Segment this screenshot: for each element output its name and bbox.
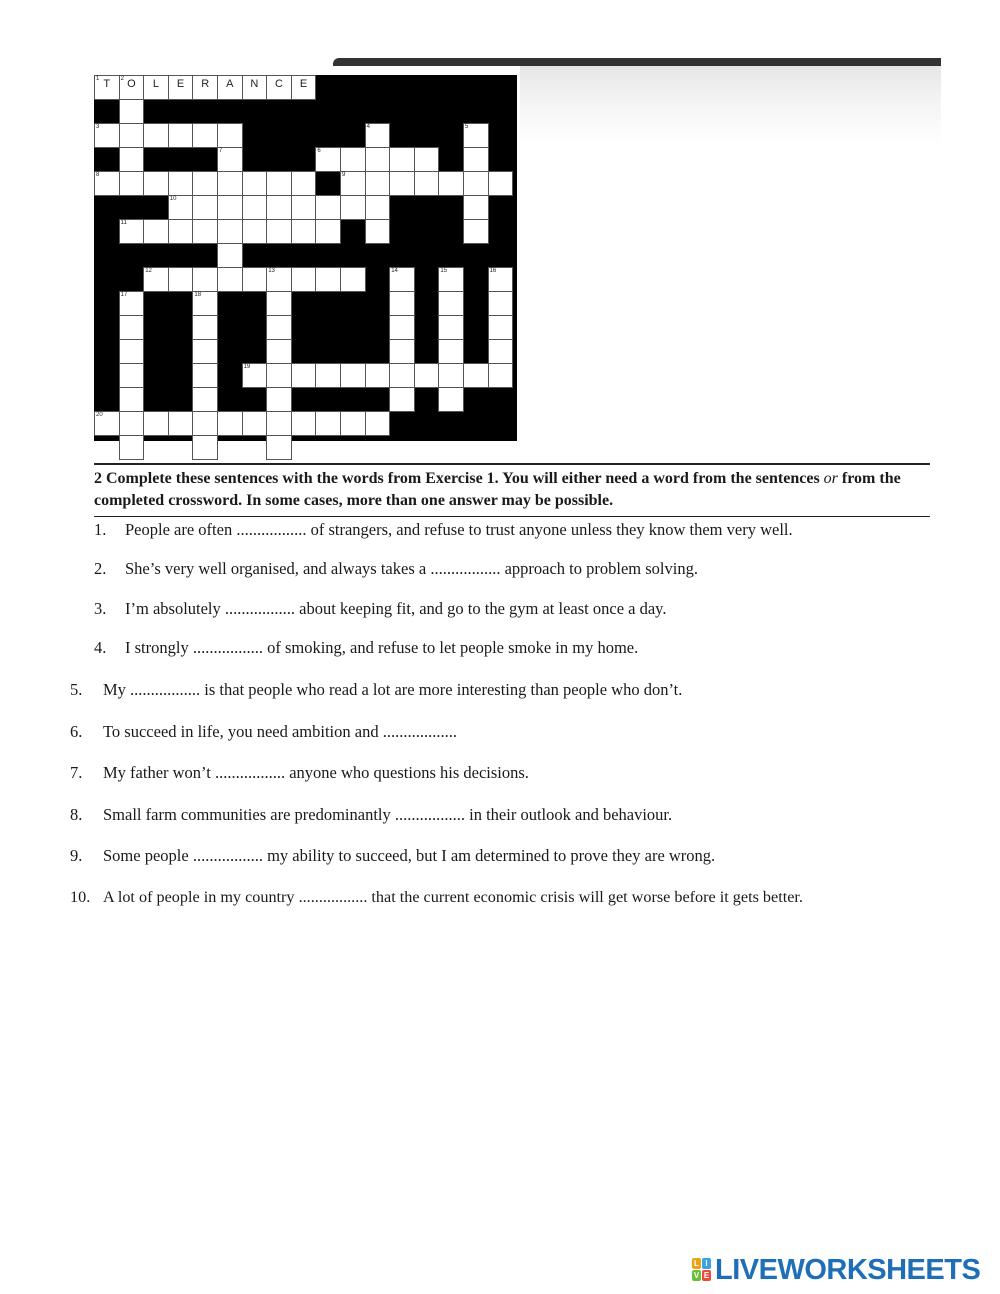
crossword-cell	[266, 387, 292, 412]
crossword-cell	[365, 147, 391, 172]
crossword-cell	[315, 147, 341, 172]
question-text: My ................. is that people who read a lot are more interesting than people who don’t.	[103, 680, 683, 699]
question-text: I’m absolutely ................. about keeping fit, and go to the gym at least once a day.	[125, 599, 667, 618]
crossword-cell	[217, 195, 243, 220]
crossword-cell	[389, 339, 415, 364]
crossword-cell	[438, 315, 464, 340]
question-number: 9.	[70, 846, 83, 865]
crossword-cell	[192, 339, 218, 364]
crossword-cell	[143, 75, 169, 100]
crossword-cell	[389, 171, 415, 196]
crossword-cell	[291, 75, 317, 100]
logo-mark-e: E	[703, 1271, 710, 1280]
crossword-cell	[488, 339, 514, 364]
crossword-cell	[168, 75, 194, 100]
clue-number: 6	[317, 148, 321, 154]
crossword-cell	[192, 75, 218, 100]
crossword-cell	[192, 123, 218, 148]
question-text: A lot of people in my country ................. that the current economic crisis will get worse before it gets better.	[103, 888, 803, 906]
crossword-cell	[192, 435, 218, 460]
crossword-cell	[266, 363, 292, 388]
cell-letter: E	[176, 78, 185, 90]
crossword-cell	[266, 291, 292, 316]
clue-number: 4	[366, 124, 370, 130]
crossword-cell	[242, 171, 268, 196]
crossword-cell	[365, 123, 391, 148]
question-text: Small farm communities are predominantly ................. in their outlook and behaviour.	[103, 805, 673, 824]
question-6	[70, 722, 457, 742]
question-text: She’s very well organised, and always takes a ................. approach to problem solving.	[125, 559, 698, 578]
clue-number: 13	[268, 268, 275, 274]
cell-letter: O	[127, 78, 136, 90]
top-shadow	[520, 66, 941, 146]
crossword-cell	[217, 123, 243, 148]
instructions-text-1: 2 Complete these sentences with the words from Exercise 1. You will either need a word from the sentences	[94, 470, 820, 487]
logo-mark-icon	[692, 1258, 712, 1282]
question-5	[70, 680, 682, 700]
crossword-cell	[192, 315, 218, 340]
cell-letter: A	[226, 78, 234, 90]
crossword-cell	[291, 411, 317, 436]
clue-number: 11	[120, 220, 127, 226]
crossword-cell	[242, 195, 268, 220]
crossword-cell	[192, 291, 218, 316]
crossword-cell	[217, 171, 243, 196]
clue-number: 5	[465, 124, 469, 130]
question-10	[70, 887, 803, 907]
crossword-cell	[389, 291, 415, 316]
crossword-cell	[438, 363, 464, 388]
question-text: Some people ................. my ability to succeed, but I am determined to prove they are wrong.	[103, 846, 716, 865]
crossword-cell	[119, 291, 145, 316]
clue-number: 14	[391, 268, 398, 274]
crossword-cell	[365, 171, 391, 196]
crossword-cell	[389, 267, 415, 292]
crossword-cell	[242, 267, 268, 292]
cell-letter: L	[152, 78, 160, 90]
exercise-instructions	[94, 463, 930, 517]
clue-number: 12	[145, 268, 152, 274]
crossword-cell	[119, 75, 145, 100]
crossword-cell	[143, 219, 169, 244]
crossword-cell	[119, 99, 145, 124]
crossword-cell	[389, 147, 415, 172]
crossword-cell	[488, 267, 514, 292]
crossword-cell	[488, 291, 514, 316]
question-7	[70, 763, 529, 783]
logo-mark-l: L	[692, 1258, 701, 1269]
clue-number: 20	[96, 412, 103, 418]
crossword-cell	[488, 171, 514, 196]
instructions-text-2: from the completed crossword. In some cases, more than one answer may be possible.	[94, 470, 901, 509]
clue-number: 19	[243, 364, 251, 370]
crossword-cell	[266, 267, 292, 292]
clue-number: 9	[342, 172, 346, 178]
crossword-cell	[119, 123, 145, 148]
cell-letter: R	[201, 78, 210, 90]
crossword-cell	[217, 75, 243, 100]
crossword-cell	[119, 315, 145, 340]
crossword-cell	[315, 363, 341, 388]
crossword-cell	[192, 219, 218, 244]
crossword-cell	[340, 363, 366, 388]
crossword-cell	[438, 267, 464, 292]
clue-number: 10	[169, 196, 177, 202]
crossword-cell	[143, 123, 169, 148]
crossword-cell	[119, 339, 145, 364]
crossword-cell	[217, 243, 243, 268]
clue-number: 15	[440, 268, 448, 274]
crossword-cell	[192, 171, 218, 196]
crossword-cell	[192, 195, 218, 220]
question-number: 8.	[70, 805, 83, 824]
crossword-cell	[266, 435, 292, 460]
cell-letter: T	[103, 78, 111, 90]
crossword-cell	[119, 435, 145, 460]
crossword-cell	[168, 195, 194, 220]
logo-text: LIVEWORKSHEETS	[715, 1253, 981, 1286]
crossword-cell	[340, 147, 366, 172]
crossword-cell	[463, 171, 489, 196]
crossword-cell	[340, 411, 366, 436]
crossword-cell	[463, 147, 489, 172]
crossword-cell	[143, 267, 169, 292]
cell-letter: N	[250, 78, 259, 90]
crossword-cell	[463, 123, 489, 148]
question-number: 7.	[70, 763, 83, 782]
question-number: 10.	[70, 888, 91, 906]
crossword-cell	[315, 195, 341, 220]
crossword-cell	[119, 171, 145, 196]
crossword-cell	[266, 219, 292, 244]
clue-number: 1	[96, 76, 100, 82]
question-number: 1.	[94, 520, 107, 539]
crossword-cell	[463, 219, 489, 244]
crossword-cell	[389, 387, 415, 412]
crossword-cell	[266, 315, 292, 340]
crossword-cell	[340, 267, 366, 292]
crossword-cell	[217, 267, 243, 292]
question-text: I strongly ................. of smoking, and refuse to let people smoke in my home.	[125, 638, 639, 657]
crossword-cell	[119, 219, 145, 244]
crossword-cell	[94, 75, 120, 100]
crossword-cell	[266, 195, 292, 220]
crossword-cell	[315, 219, 341, 244]
crossword-cell	[192, 411, 218, 436]
clue-number: 7	[219, 148, 223, 154]
question-text: My father won’t ................. anyone who questions his decisions.	[103, 763, 529, 782]
crossword-cell	[168, 123, 194, 148]
crossword-cell	[291, 363, 317, 388]
crossword-cell	[291, 219, 317, 244]
crossword-cell	[315, 267, 341, 292]
question-1	[94, 520, 793, 540]
crossword-cell	[438, 387, 464, 412]
crossword-cell	[192, 363, 218, 388]
crossword-cell	[168, 411, 194, 436]
crossword-cell	[438, 339, 464, 364]
question-3	[94, 599, 666, 619]
crossword-cell	[242, 219, 268, 244]
crossword-cell	[291, 171, 317, 196]
crossword-cell	[242, 363, 268, 388]
crossword-cell	[119, 147, 145, 172]
crossword-cell	[414, 171, 440, 196]
question-2	[94, 559, 698, 579]
crossword-cell	[217, 219, 243, 244]
question-number: 3.	[94, 599, 107, 618]
crossword-cell	[168, 267, 194, 292]
question-8	[70, 805, 672, 825]
crossword-cell	[119, 411, 145, 436]
question-9	[70, 846, 715, 866]
logo-mark-v: V	[693, 1271, 700, 1280]
crossword-cell	[242, 75, 268, 100]
crossword-cell	[365, 363, 391, 388]
crossword-cell	[463, 195, 489, 220]
clue-number: 17	[120, 292, 128, 298]
crossword-cell	[192, 387, 218, 412]
liveworksheets-logo	[692, 1255, 980, 1285]
crossword-cell	[365, 411, 391, 436]
crossword-cell	[340, 195, 366, 220]
clue-number: 3	[96, 124, 100, 130]
crossword-cell	[94, 171, 120, 196]
crossword-cell	[389, 363, 415, 388]
crossword-cell	[414, 147, 440, 172]
crossword-cell	[119, 363, 145, 388]
crossword-cell	[291, 267, 317, 292]
question-text: People are often ................. of strangers, and refuse to trust anyone unless they know them very well.	[125, 520, 793, 539]
crossword-cell	[340, 171, 366, 196]
question-text: To succeed in life, you need ambition and ..................	[103, 722, 457, 741]
crossword-cell	[266, 339, 292, 364]
crossword-cell	[143, 411, 169, 436]
crossword-cell	[242, 411, 268, 436]
crossword-cell	[217, 411, 243, 436]
crossword-cell	[168, 219, 194, 244]
question-number: 5.	[70, 680, 83, 699]
crossword-cell	[488, 363, 514, 388]
clue-number: 16	[489, 268, 497, 274]
crossword-cell	[463, 363, 489, 388]
crossword-cell	[438, 171, 464, 196]
crossword-grid	[94, 75, 517, 441]
cell-letter: E	[299, 78, 308, 90]
question-number: 2.	[94, 559, 107, 578]
crossword-cell	[365, 195, 391, 220]
crossword-cell	[119, 387, 145, 412]
clue-number: 18	[194, 292, 202, 298]
crossword-cell	[389, 315, 415, 340]
logo-mark-i: I	[702, 1258, 711, 1269]
crossword-cell	[266, 171, 292, 196]
crossword-cell	[488, 315, 514, 340]
crossword-cell	[168, 171, 194, 196]
question-4	[94, 638, 638, 658]
crossword-cell	[438, 291, 464, 316]
crossword-cell	[94, 123, 120, 148]
crossword-cell	[365, 219, 391, 244]
clue-number: 8	[96, 172, 100, 178]
crossword-cell	[192, 267, 218, 292]
crossword-cell	[266, 411, 292, 436]
crossword-cell	[217, 147, 243, 172]
crossword-cell	[266, 75, 292, 100]
cell-letter: C	[275, 78, 283, 90]
crossword-cell	[414, 363, 440, 388]
instructions-or: or	[823, 470, 838, 487]
crossword-cell	[94, 411, 120, 436]
question-number: 6.	[70, 722, 83, 741]
crossword-cell	[291, 195, 317, 220]
top-toolbar-strip	[333, 58, 941, 66]
crossword-cell	[315, 411, 341, 436]
clue-number: 2	[120, 76, 124, 82]
crossword-cell	[143, 171, 169, 196]
question-number: 4.	[94, 638, 107, 657]
